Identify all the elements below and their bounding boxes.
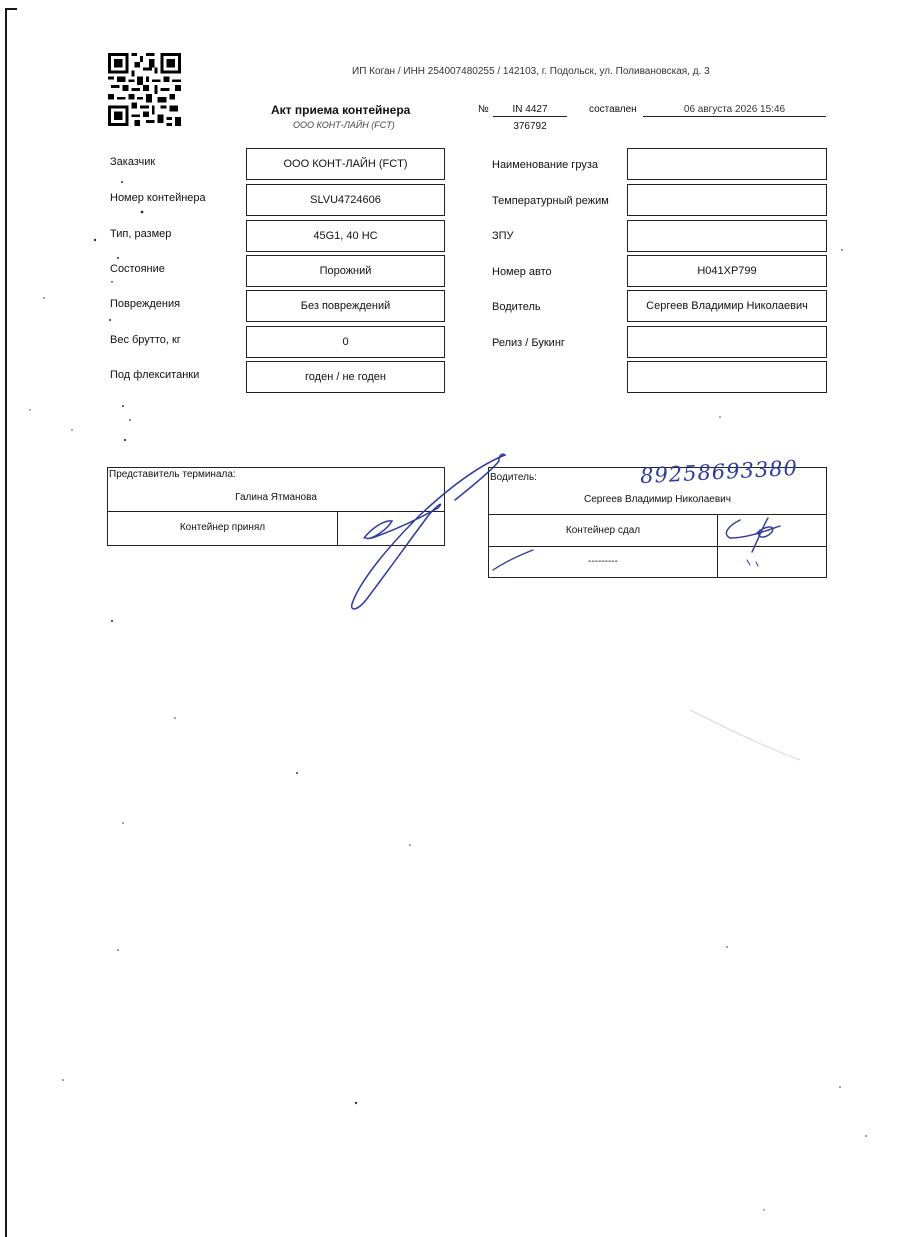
field-value-driver: Сергеев Владимир Николаевич	[627, 290, 827, 322]
scan-edge-top	[5, 8, 17, 10]
field-value-container-number: SLVU4724606	[246, 184, 445, 216]
driver-block-title: Водитель:	[490, 472, 537, 483]
field-value-temperature	[627, 184, 827, 216]
field-label-damage: Повреждения	[110, 298, 181, 310]
field-value-type-size: 45G1, 40 HC	[246, 220, 445, 252]
terminal-divider	[108, 511, 444, 512]
act-date: 06 августа 2026 15:46	[643, 104, 826, 117]
qr-code-icon	[108, 53, 181, 126]
issuer-line: ИП Коган / ИНН 254007480255 / 142103, г. Подольск, ул. Поливановская, д. 3	[352, 66, 710, 77]
field-value-customer: ООО КОНТ-ЛАЙН (FCT)	[246, 148, 445, 180]
field-label-type-size: Тип, размер	[110, 228, 172, 240]
field-label-cargo-name: Наименование груза	[492, 159, 598, 171]
document-subtitle: ООО КОНТ-ЛАЙН (FCT)	[293, 120, 395, 130]
field-value-gross-weight: 0	[246, 326, 445, 358]
field-label-container-number: Номер контейнера	[110, 192, 206, 204]
terminal-column-divider	[337, 511, 338, 545]
field-value-flexitank: годен / не годен	[246, 361, 445, 393]
driver-name: Сергеев Владимир Николаевич	[584, 494, 731, 505]
field-label-driver: Водитель	[492, 301, 541, 313]
field-label-gross-weight: Вес брутто, кг	[110, 334, 181, 346]
field-value-release-booking	[627, 326, 827, 358]
field-label-temperature: Температурный режим	[492, 195, 609, 207]
handwritten-phone-number: 89258693380	[639, 455, 799, 489]
driver-divider-2	[489, 546, 826, 547]
terminal-signature-table	[107, 467, 445, 546]
act-number: IN 4427	[493, 104, 567, 117]
field-label-customer: Заказчик	[110, 156, 156, 168]
field-label-seal: ЗПУ	[492, 230, 514, 242]
terminal-action-label: Контейнер принял	[179, 522, 266, 533]
document-title: Акт приема контейнера	[271, 103, 411, 117]
field-label-flexitank: Под флекситанки	[110, 369, 200, 381]
field-label-vehicle-number: Номер авто	[492, 266, 552, 278]
field-value-damage: Без повреждений	[246, 290, 445, 322]
made-label: составлен	[589, 104, 637, 115]
terminal-rep-name: Галина Ятманова	[235, 492, 317, 503]
field-value-extra	[627, 361, 827, 393]
field-label-release-booking: Релиз / Букинг	[492, 337, 565, 349]
driver-column-divider	[717, 514, 718, 577]
field-value-cargo-name	[627, 148, 827, 180]
driver-divider-1	[489, 514, 826, 515]
terminal-block-title: Представитель терминала:	[109, 469, 236, 480]
act-number-secondary: 376792	[513, 121, 547, 132]
field-value-seal	[627, 220, 827, 252]
driver-action-label: Контейнер сдал	[565, 525, 641, 536]
field-value-vehicle-number: Н041ХР799	[627, 255, 827, 287]
scan-edge-left	[5, 8, 7, 1237]
scan-faint-mark-icon	[690, 710, 800, 760]
field-label-condition: Состояние	[110, 263, 165, 275]
driver-dashes: ---------	[588, 556, 618, 567]
field-value-condition: Порожний	[246, 255, 445, 287]
number-label: №	[478, 104, 489, 115]
